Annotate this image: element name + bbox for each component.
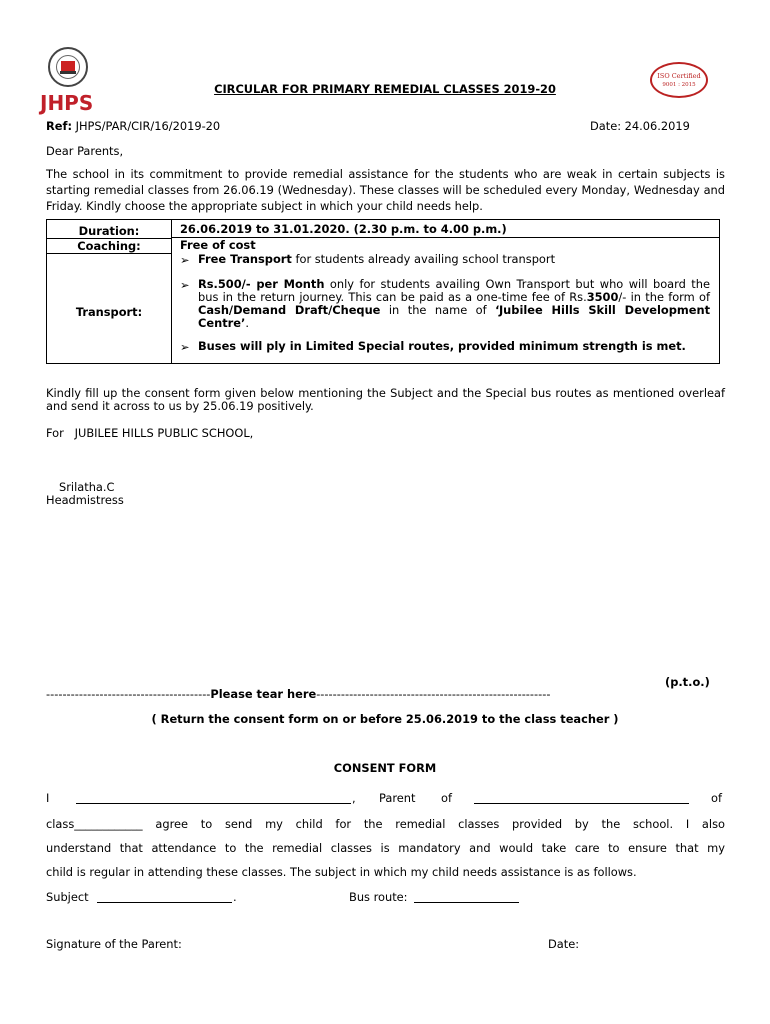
pto-note: (p.t.o.)	[665, 675, 710, 689]
iso-line2: 9001 : 2015	[662, 82, 696, 88]
bullet-icon: ➢	[180, 253, 190, 267]
return-note: ( Return the consent form on or before 25.06.2019 to the class teacher )	[151, 712, 619, 726]
consent-form-title: CONSENT FORM	[333, 761, 437, 775]
subject-blank[interactable]	[97, 902, 232, 903]
transport-option-free: Free Transport for students already availing school transport	[198, 252, 556, 266]
transport-label: Transport:	[75, 305, 143, 319]
circular-title: CIRCULAR FOR PRIMARY REMEDIAL CLASSES 2019-20	[214, 82, 556, 96]
coaching-label: Coaching:	[77, 239, 141, 253]
bullet-icon: ➢	[180, 340, 190, 354]
bus-route-blank[interactable]	[414, 902, 519, 903]
details-table	[46, 219, 720, 364]
circular-date: Date: 24.06.2019	[590, 119, 690, 133]
tear-line: ----------------------------------------Please tear here---------------------------------------------------------	[46, 687, 551, 701]
ref-value: JHPS/PAR/CIR/16/2019-20	[72, 119, 221, 133]
duration-label: Duration:	[78, 224, 140, 238]
intro-paragraph: The school in its commitment to provide remedial assistance for the students who are weak in certain subjects is starting remedial classes from 26.06.19 (Wednesday). These classes will be scheduled every Monday, Wednesday and Friday. Kindly choose the appropriate subject in which your child needs help.	[46, 167, 725, 213]
consent-line-attendance: understand that attendance to the remedial classes is mandatory and would take care to ensure that my	[46, 841, 725, 855]
signatory-title: Headmistress	[46, 493, 124, 507]
salutation: Dear Parents,	[46, 144, 124, 158]
consent-date-label: Date:	[548, 937, 580, 951]
transport-option-paid: Rs.500/- per Month only for students availing Own Transport but who will board the bus in the return journey. This can be paid as a one-time fee of Rs.3500/- in the form of Cash/Demand Draft/Cheque in the name of ‘Jubilee Hills Skill Development Centre’.	[198, 277, 711, 330]
consent-line-regular: child is regular in attending these classes. The subject in which my child needs assistance is as follows.	[46, 865, 637, 879]
reference	[46, 119, 220, 133]
for-school-line: For JUBILEE HILLS PUBLIC SCHOOL,	[46, 426, 254, 440]
instruction-paragraph: Kindly fill up the consent form given below mentioning the Subject and the Special bus routes as mentioned overleaf and send it across to us by 25.06.19 positively.	[46, 386, 725, 413]
name-blank[interactable]	[76, 803, 351, 804]
bullet-icon: ➢	[180, 278, 190, 292]
child-name-blank[interactable]	[474, 803, 689, 804]
tear-label: Please tear here	[210, 687, 317, 701]
ref-label: Ref:	[46, 119, 73, 133]
logo-text: JHPS	[40, 91, 94, 115]
school-seal-icon	[48, 47, 88, 87]
transport-option-routes: Buses will ply in Limited Special routes, provided minimum strength is met.	[198, 339, 686, 353]
parent-signature-label: Signature of the Parent:	[46, 937, 182, 951]
consent-line-class: class____________ agree to send my child for the remedial classes provided by the school. I also	[46, 817, 725, 831]
duration-value: 26.06.2019 to 31.01.2020. (2.30 p.m. to 4.00 p.m.)	[180, 222, 507, 236]
coaching-value: Free of cost	[180, 238, 256, 252]
iso-line1: ISO Certified	[657, 72, 701, 80]
signatory-name: Srilatha.C	[59, 480, 115, 494]
